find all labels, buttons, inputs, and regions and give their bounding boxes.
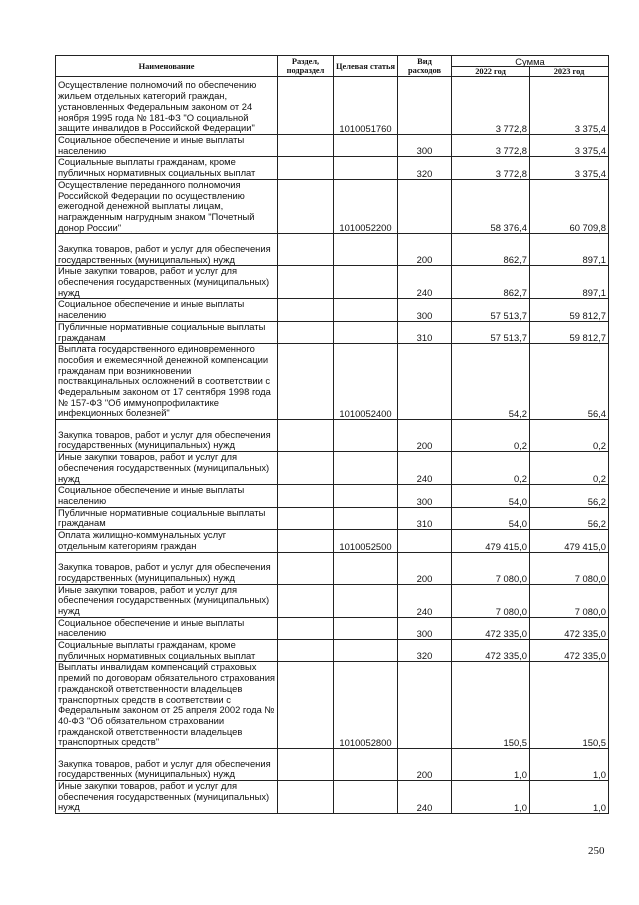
row-kind: 300	[398, 135, 452, 157]
table-row	[56, 420, 609, 452]
row-target	[334, 507, 398, 529]
row-amount-2023: 0,2	[530, 420, 609, 452]
row-section	[278, 640, 334, 662]
row-amount-2023: 56,4	[530, 344, 609, 420]
row-amount-2022: 58 376,4	[452, 179, 530, 234]
table-body	[56, 77, 609, 814]
row-amount-2022: 479 415,0	[452, 530, 530, 552]
row-amount-2023: 56,2	[530, 507, 609, 529]
row-name: Социальные выплаты гражданам, кроме публичных нормативных социальных выплат	[56, 640, 278, 662]
row-kind	[398, 662, 452, 749]
row-amount-2023: 7 080,0	[530, 552, 609, 584]
row-section	[278, 530, 334, 552]
table-row	[56, 179, 609, 234]
row-amount-2023: 897,1	[530, 266, 609, 299]
row-amount-2022: 54,0	[452, 485, 530, 507]
header-section: Раздел, подраздел	[278, 56, 334, 77]
row-section	[278, 344, 334, 420]
row-target: 1010051760	[334, 77, 398, 135]
row-kind	[398, 530, 452, 552]
row-kind	[398, 179, 452, 234]
row-section	[278, 452, 334, 485]
row-target	[334, 781, 398, 814]
page-number: 250	[588, 845, 605, 857]
row-amount-2023: 1,0	[530, 749, 609, 781]
row-amount-2023: 3 375,4	[530, 135, 609, 157]
row-amount-2022: 472 335,0	[452, 617, 530, 639]
row-amount-2023: 472 335,0	[530, 640, 609, 662]
row-target	[334, 640, 398, 662]
row-target	[334, 552, 398, 584]
row-section	[278, 299, 334, 321]
row-kind: 300	[398, 485, 452, 507]
row-amount-2022: 54,2	[452, 344, 530, 420]
row-kind: 200	[398, 420, 452, 452]
row-amount-2022: 7 080,0	[452, 584, 530, 617]
row-name: Публичные нормативные социальные выплаты гражданам	[56, 321, 278, 343]
table-row	[56, 662, 609, 749]
table-row	[56, 584, 609, 617]
row-name: Закупка товаров, работ и услуг для обеспечения государственных (муниципальных) нужд	[56, 234, 278, 266]
row-target: 1010052400	[334, 344, 398, 420]
row-amount-2022: 3 772,8	[452, 157, 530, 179]
row-name: Публичные нормативные социальные выплаты гражданам	[56, 507, 278, 529]
table-row	[56, 266, 609, 299]
row-section	[278, 157, 334, 179]
row-amount-2023: 60 709,8	[530, 179, 609, 234]
row-target	[334, 234, 398, 266]
header-target: Целевая статья	[334, 56, 398, 77]
row-amount-2022: 0,2	[452, 452, 530, 485]
row-kind: 300	[398, 617, 452, 639]
row-name: Социальное обеспечение и иные выплаты населению	[56, 485, 278, 507]
row-name: Закупка товаров, работ и услуг для обеспечения государственных (муниципальных) нужд	[56, 420, 278, 452]
table-row	[56, 507, 609, 529]
row-name: Иные закупки товаров, работ и услуг для обеспечения государственных (муниципальных) нужд	[56, 584, 278, 617]
row-section	[278, 321, 334, 343]
row-target	[334, 485, 398, 507]
row-amount-2022: 150,5	[452, 662, 530, 749]
table-row	[56, 135, 609, 157]
header-year-2023: 2023 год	[530, 67, 609, 77]
table-row	[56, 530, 609, 552]
row-kind: 240	[398, 781, 452, 814]
row-section	[278, 485, 334, 507]
row-target: 1010052200	[334, 179, 398, 234]
row-amount-2022: 0,2	[452, 420, 530, 452]
row-target	[334, 266, 398, 299]
row-amount-2022: 862,7	[452, 234, 530, 266]
row-amount-2022: 3 772,8	[452, 77, 530, 135]
header-sum: Сумма	[452, 56, 609, 67]
row-kind: 320	[398, 157, 452, 179]
row-amount-2023: 7 080,0	[530, 584, 609, 617]
row-amount-2023: 0,2	[530, 452, 609, 485]
row-section	[278, 507, 334, 529]
row-kind: 320	[398, 640, 452, 662]
table-row	[56, 485, 609, 507]
row-kind: 200	[398, 234, 452, 266]
row-amount-2023: 3 375,4	[530, 77, 609, 135]
row-kind: 200	[398, 552, 452, 584]
row-section	[278, 179, 334, 234]
row-name: Закупка товаров, работ и услуг для обеспечения государственных (муниципальных) нужд	[56, 749, 278, 781]
row-section	[278, 234, 334, 266]
row-name: Выплаты инвалидам компенсаций страховых премий по договорам обязательного страхования гражданской ответственности владельцев транспортных средств в соответствии с Федеральным законом от 25 апреля 2002 года № 40-ФЗ "Об обязательном страховании гражданской ответственности владельцев транспортных средств"	[56, 662, 278, 749]
table-row	[56, 234, 609, 266]
row-amount-2023: 3 375,4	[530, 157, 609, 179]
row-amount-2023: 897,1	[530, 234, 609, 266]
header-kind: Вид расходов	[398, 56, 452, 77]
row-section	[278, 781, 334, 814]
row-target	[334, 452, 398, 485]
row-kind: 300	[398, 299, 452, 321]
row-section	[278, 266, 334, 299]
row-amount-2023: 472 335,0	[530, 617, 609, 639]
row-name: Закупка товаров, работ и услуг для обеспечения государственных (муниципальных) нужд	[56, 552, 278, 584]
row-amount-2022: 1,0	[452, 749, 530, 781]
row-amount-2022: 1,0	[452, 781, 530, 814]
table-row	[56, 781, 609, 814]
budget-table	[55, 55, 609, 814]
row-amount-2022: 3 772,8	[452, 135, 530, 157]
row-target: 1010052800	[334, 662, 398, 749]
row-kind: 240	[398, 452, 452, 485]
row-name: Социальные выплаты гражданам, кроме публичных нормативных социальных выплат	[56, 157, 278, 179]
header-name: Наименование	[56, 56, 278, 77]
row-target	[334, 749, 398, 781]
row-amount-2022: 7 080,0	[452, 552, 530, 584]
table-row	[56, 749, 609, 781]
row-name: Социальное обеспечение и иные выплаты населению	[56, 135, 278, 157]
row-amount-2023: 479 415,0	[530, 530, 609, 552]
row-name: Социальное обеспечение и иные выплаты населению	[56, 617, 278, 639]
row-name: Социальное обеспечение и иные выплаты населению	[56, 299, 278, 321]
row-name: Осуществление переданного полномочия Российской Федерации по осуществлению ежегодной денежной выплаты лицам, награжденным нагрудным знаком "Почетный донор России"	[56, 179, 278, 234]
table-row	[56, 321, 609, 343]
row-section	[278, 584, 334, 617]
row-kind	[398, 77, 452, 135]
row-target	[334, 321, 398, 343]
table-row	[56, 299, 609, 321]
row-amount-2023: 150,5	[530, 662, 609, 749]
row-kind: 310	[398, 507, 452, 529]
row-target	[334, 299, 398, 321]
row-amount-2023: 59 812,7	[530, 321, 609, 343]
row-section	[278, 420, 334, 452]
row-amount-2022: 862,7	[452, 266, 530, 299]
row-name: Осуществление полномочий по обеспечению жильем отдельных категорий граждан, установленных Федеральным законом от 24 ноября 1995 года № 181-ФЗ "О социальной защите инвалидов в Российской Федерации"	[56, 77, 278, 135]
table-row	[56, 640, 609, 662]
row-target: 1010052500	[334, 530, 398, 552]
table-header	[56, 56, 609, 77]
row-amount-2022: 472 335,0	[452, 640, 530, 662]
table-row	[56, 77, 609, 135]
row-amount-2023: 56,2	[530, 485, 609, 507]
table-row	[56, 344, 609, 420]
row-target	[334, 584, 398, 617]
row-name: Иные закупки товаров, работ и услуг для обеспечения государственных (муниципальных) нужд	[56, 781, 278, 814]
row-section	[278, 749, 334, 781]
row-target	[334, 135, 398, 157]
table-row	[56, 157, 609, 179]
row-target	[334, 420, 398, 452]
row-name: Иные закупки товаров, работ и услуг для обеспечения государственных (муниципальных) нужд	[56, 452, 278, 485]
row-target	[334, 157, 398, 179]
row-amount-2022: 57 513,7	[452, 321, 530, 343]
table-row	[56, 452, 609, 485]
row-amount-2023: 59 812,7	[530, 299, 609, 321]
row-amount-2022: 57 513,7	[452, 299, 530, 321]
row-name: Оплата жилищно-коммунальных услуг отдельным категориям граждан	[56, 530, 278, 552]
row-target	[334, 617, 398, 639]
row-section	[278, 77, 334, 135]
row-kind: 310	[398, 321, 452, 343]
header-year-2022: 2022 год	[452, 67, 530, 77]
row-name: Выплата государственного единовременного пособия и ежемесячной денежной компенсации гражданам при возникновении поствакцинальных осложнений в соответствии с Федеральным законом от 17 сентября 1998 года № 157-ФЗ "Об иммунопрофилактике инфекционных болезней"	[56, 344, 278, 420]
table-row	[56, 552, 609, 584]
table-row	[56, 617, 609, 639]
row-kind: 200	[398, 749, 452, 781]
row-name: Иные закупки товаров, работ и услуг для обеспечения государственных (муниципальных) нужд	[56, 266, 278, 299]
row-section	[278, 617, 334, 639]
row-kind	[398, 344, 452, 420]
row-section	[278, 662, 334, 749]
row-section	[278, 552, 334, 584]
row-kind: 240	[398, 266, 452, 299]
row-section	[278, 135, 334, 157]
row-amount-2022: 54,0	[452, 507, 530, 529]
row-amount-2023: 1,0	[530, 781, 609, 814]
row-kind: 240	[398, 584, 452, 617]
